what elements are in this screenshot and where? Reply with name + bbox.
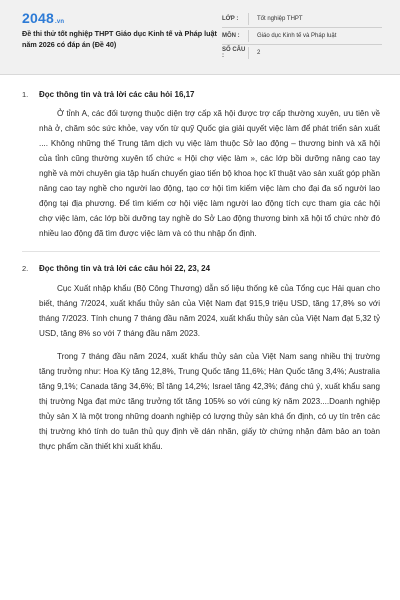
meta-divider <box>248 47 249 59</box>
meta-label-mon: MÔN : <box>222 33 240 39</box>
question-passage: Ở tỉnh A, các đối tượng thuộc diện trợ cấp xã hội được trợ cấp thường xuyên, ưu tiên về nhà ở, chăm sóc sức khỏe, vay vốn từ quỹ Quốc gia giải quyết việc làm để phát triển sản xuất .... Không những thế Trung tâm dịch vụ việc làm thuộc Sở lao động – thương binh và xã hội của tỉnh cũng thường xuyên tổ chức « Hội chợ việc làm », các lớp bồi dưỡng nâng cao tay nghề và mời chuyên gia tập huấn chuyển giao tiến bộ khoa học kĩ thuật vào sản xuất góp phần nâng cao tay nghề cho người lao động, tạo cơ hội tìm kiếm việc làm cho đại đa số người lao động tại địa phương. Để tìm kiếm cơ hội việc làm người lao động tích cực tham gia các hội chợ việc làm, các lớp bồi dưỡng tay nghề do Sở Lao động thương binh xã hội tổ chức nhờ đó nhiều lao động đã tìm được việc làm và có thu nhập ổn định. <box>39 109 380 238</box>
document-title: Đề thi thử tốt nghiệp THPT Giáo dục Kinh tế và Pháp luật năm 2026 có đáp án (Đề 40) <box>22 29 217 49</box>
meta-row-lop <box>222 11 382 28</box>
question-heading <box>22 264 380 273</box>
question-passage: Cục Xuất nhập khẩu (Bộ Công Thương) dẫn số liệu thống kê của Tổng cục Hải quan cho biết, tháng 7/2024, xuất khẩu thủy sản của Việt Nam đạt 915,9 triệu USD, tăng 17,8% so với tháng 7/2023. Tính chung 7 tháng đầu năm 2024, xuất khẩu thủy sản của Việt Nam đạt 5,32 tỷ USD, tăng 8% so với 7 tháng đầu năm 2023. <box>39 284 380 338</box>
meta-label-socau: SỐ CÂU : <box>222 47 246 59</box>
document-meta <box>222 11 382 61</box>
question-number: 2. <box>22 264 29 273</box>
question-title: Đọc thông tin và trả lời các câu hỏi 16,17 <box>39 90 195 99</box>
meta-row-socau <box>222 45 382 61</box>
question-number: 1. <box>22 90 29 99</box>
question-passage: Trong 7 tháng đầu năm 2024, xuất khẩu thủy sản của Việt Nam sang nhiều thị trường tăng trưởng như: Hoa Kỳ tăng 12,8%, Trung Quốc tăng 11,6%; Hàn Quốc tăng 3,4%; Australia tăng 9,1%; Canada tăng 34,6%; Bỉ tăng 14,2%; Israel tăng 42,3%; đáng chú ý, xuất khẩu sang thị trường Nga đạt mức tăng trưởng tốt tăng 105% so với cùng kỳ năm 2023....Doanh nghiệp thủy sản X là một trong những doanh nghiệp có lượng thủy sản khá ổn định, có uy tín trên các thị trường khó tính do tuân thủ quy định về dán nhãn, giấy tờ chứng nhận đảm bảo an toàn thực phẩm cần thiết khi xuất khẩu. <box>39 352 380 451</box>
document-header <box>0 0 400 75</box>
section-divider <box>22 251 380 252</box>
meta-value-lop: Tốt nghiệp THPT <box>257 16 303 22</box>
meta-row-mon <box>222 28 382 45</box>
meta-divider <box>248 13 249 25</box>
logo-domain: .vn <box>54 19 65 25</box>
logo-text: 2048 <box>22 10 54 26</box>
question-block-2 <box>22 264 380 454</box>
meta-label-lop: LỚP : <box>222 16 239 22</box>
meta-value-socau: 2 <box>257 50 261 56</box>
site-logo[interactable] <box>22 10 64 26</box>
meta-divider <box>248 30 249 42</box>
question-title: Đọc thông tin và trả lời các câu hỏi 22, 23, 24 <box>39 264 211 273</box>
question-heading <box>22 90 380 99</box>
meta-value-mon: Giáo dục Kinh tế và Pháp luật <box>257 33 337 39</box>
question-block-1 <box>22 90 380 241</box>
